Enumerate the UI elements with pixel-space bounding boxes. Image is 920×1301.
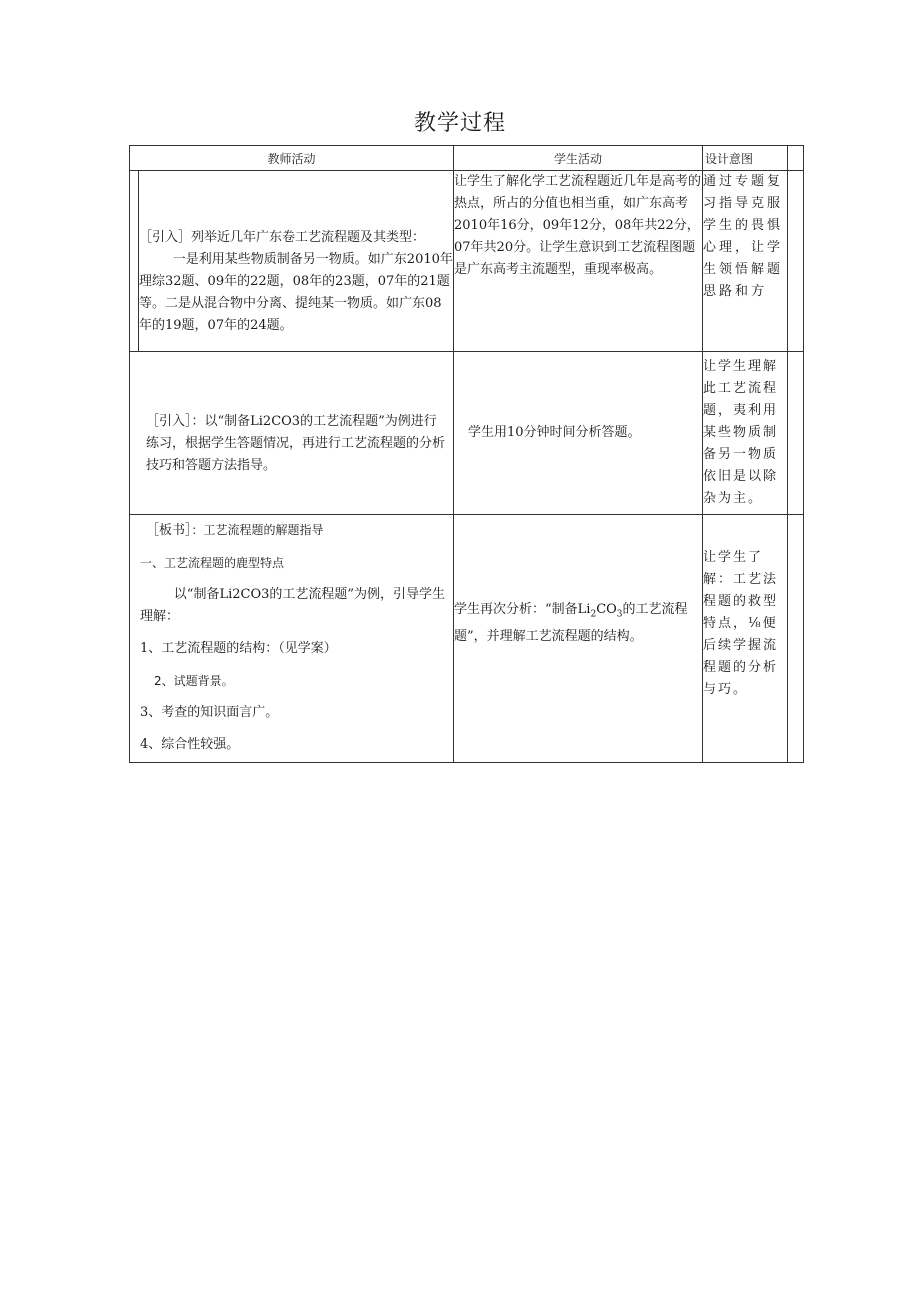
intro-paragraph: ［引入］：以“制备Li2CO3的工艺流程题”为例进行练习，根据学生答题情况，再进行工艺流程题的分析技巧和答题方法指导。 — [146, 414, 446, 473]
student-cell: 学生用10分钟时间分析答题。 — [454, 352, 703, 515]
row-gutter — [130, 171, 139, 352]
section-heading: 一、工艺流程题的鹿型特点 — [140, 556, 285, 570]
header-blank — [788, 146, 804, 171]
intent-text: 让学生了解：工艺法程题的救型特点，⅛便后续学握流程题的分析与巧。 — [703, 549, 779, 697]
intro-text: 列举近几年 — [191, 230, 257, 245]
row-blank — [788, 171, 804, 352]
board-line — [140, 519, 447, 542]
board-tag: ［板书］ — [146, 523, 192, 538]
intro-tail: 类型： — [386, 230, 426, 245]
student-cell: 让学生了解化学工艺流程题近几年是高考的热点，所占的分值也相当重，如广东高考2010年16分，09年12分，08年共22分，07年共20分。让学生意识到工艺流程图题是广东高考主流题型，重现率极高。 — [454, 171, 703, 352]
teacher-cell — [130, 515, 454, 763]
intro-text-bold: 广东卷工艺流程题及其 — [256, 230, 387, 245]
table-header-row — [130, 146, 804, 171]
intent-cell: 通过专题复习指导克服学生的畏惧心理，让学生领悟解题思路和方 — [703, 171, 788, 352]
page-title: 教学过程 — [413, 111, 506, 136]
intro-tag: ［引入］ — [139, 230, 192, 245]
intent-cell: 让学生理解此工艺流程题，夷利用某些物质制备另一物质依旧是以除杂为主。 — [703, 352, 788, 515]
table-row — [130, 171, 804, 352]
row-blank — [788, 515, 804, 763]
list-item: 3、考查的知识面言广。 — [140, 705, 279, 720]
intro-paragraph: 一是利用某些物质制备另一物质。如广东2010年理综32题、09年的22题，08年的23题，07年的21题等。二是从混合物中分离、提纯某一物质。如广东08年的19题，07年的24题。 — [139, 252, 453, 333]
student-text-post: 的工艺流程题”，并理解工艺流程题的结构。 — [454, 602, 688, 644]
board-text: ：工艺流程题的解题指导 — [191, 523, 324, 537]
teacher-cell — [139, 171, 454, 352]
table-row — [130, 515, 804, 763]
list-item: 4、综合性较强。 — [140, 737, 240, 752]
list-item: 2、试题背景。 — [154, 674, 234, 688]
guide-paragraph: 以“制备Li2CO3的工艺流程题”为例，引导学生理解： — [140, 587, 446, 624]
row-blank — [788, 352, 804, 515]
student-cell — [454, 515, 703, 763]
student-text-pre: 学生再次分析：“制备Li — [454, 602, 591, 618]
lesson-table — [129, 145, 804, 763]
header-intent: 设计意图 — [703, 146, 788, 171]
intent-cell — [703, 515, 788, 763]
header-teacher: 教师活动 — [130, 146, 454, 171]
student-text — [454, 599, 702, 648]
subscript-2: 2 — [590, 609, 597, 620]
header-student: 学生活动 — [454, 146, 703, 171]
teacher-cell — [130, 352, 454, 515]
intro-line — [139, 227, 453, 249]
list-item: 1、工艺流程题的结构：（见学案） — [140, 641, 337, 656]
table-row — [130, 352, 804, 515]
subscript-3: 3 — [616, 609, 623, 620]
student-text-mid: CO — [596, 602, 617, 618]
